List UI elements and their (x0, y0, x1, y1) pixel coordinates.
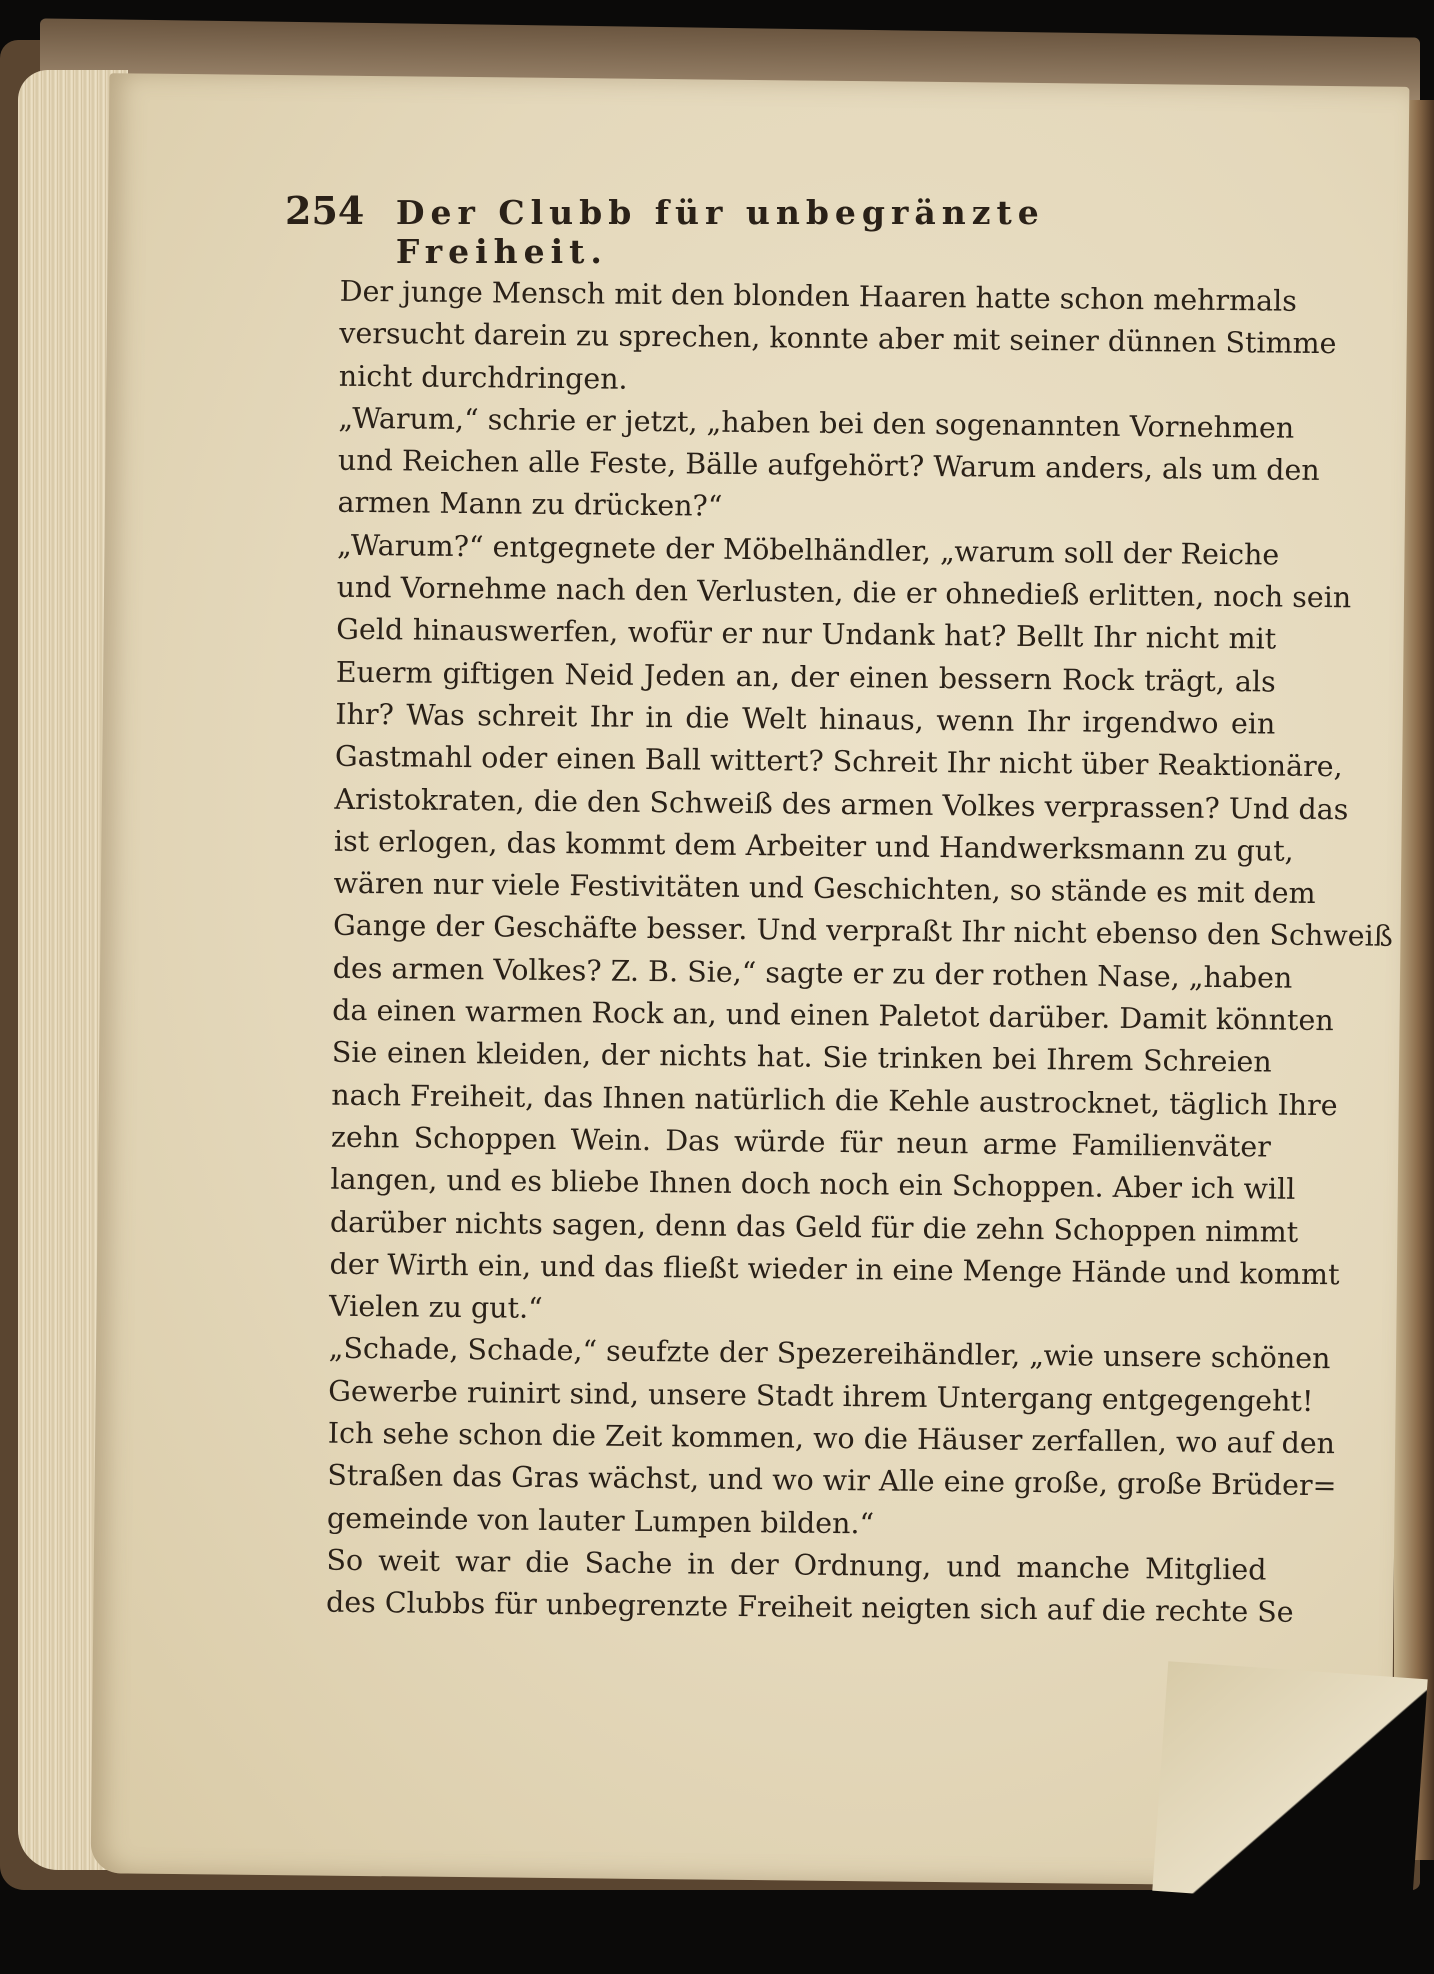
text-line: „Warum,“ schrie er jetzt, „haben bei den sogenannten Vornehmen (338, 401, 1295, 445)
text-line: der Wirth ein, und das fließt wieder in eine Menge Hände und kommt (329, 1247, 1340, 1292)
body-text (256, 270, 1393, 1634)
text-line: nach Freiheit, das Ihnen natürlich die Kehle austrocknet, täglich Ihre (331, 1078, 1338, 1122)
text-line: nicht durchdringen. (338, 359, 628, 396)
text-line: wären nur viele Festivitäten und Geschichten, so stände es mit dem (333, 866, 1316, 911)
text-line: da einen warmen Rock an, und einen Paletot darüber. Damit könnten (332, 993, 1334, 1038)
text-line: langen, und es bliebe Ihnen doch noch ein Schoppen. Aber ich will (330, 1162, 1296, 1207)
torn-page-corner (1152, 1661, 1427, 1909)
text-line: „Warum?“ entgegnete der Möbelhändler, „warum soll der Reiche (336, 528, 1280, 572)
running-title: Der Clubb für unbegränzte Freiheit. (395, 193, 1045, 271)
text-line: und Reichen alle Feste, Bälle aufgehört? Warum anders, als um den (337, 443, 1320, 488)
text-line: Aristokraten, die den Schweiß des armen Volkes verprassen? Und das (334, 782, 1349, 826)
text-line: Ich sehe schon die Zeit kommen, wo die Häuser zerfallen, wo auf den (327, 1416, 1336, 1461)
text-line: des Clubbs für unbegrenzte Freiheit neigten sich auf die rechte Se (325, 1585, 1294, 1629)
text-line: zehn Schoppen Wein. Das würde für neun arme Familienväter (330, 1120, 1272, 1164)
text-line: Der junge Mensch mit den blonden Haaren hatte schon mehrmals (339, 274, 1298, 318)
paragraph-1 (269, 270, 1337, 407)
text-line: darüber nichts sagen, denn das Geld für die zehn Schoppen nimmt (329, 1205, 1299, 1249)
paragraph-2 (267, 397, 1320, 534)
paragraph-4 (257, 1327, 1337, 1549)
text-line: versucht darein zu sprechen, konnte aber mit seiner dünnen Stimme (339, 317, 1337, 361)
text-line: Gange der Geschäfte besser. Und verpraßt Ihr nicht ebenso den Schweiß (332, 909, 1393, 954)
text-line: Gewerbe ruinirt sind, unsere Stadt ihrem Untergang entgegengeht! (328, 1374, 1314, 1418)
text-line: Sie einen kleiden, der nichts hat. Sie trinken bei Ihrem Schreien (331, 1036, 1272, 1079)
text-line: Geld hinauswerfen, wofür er nur Undank hat? Bellt Ihr nicht mit (336, 613, 1277, 656)
text-line: Gastmahl oder einen Ball wittert? Schreit Ihr nicht über Reaktionäre, (334, 739, 1343, 784)
text-line: ist erlogen, das kommt dem Arbeiter und Handwerksmann zu gut, (333, 824, 1294, 868)
text-line: armen Mann zu drücken?“ (337, 486, 723, 524)
text-line: So weit war die Sache in der Ordnung, und manche Mitglied (326, 1543, 1267, 1587)
text-line: Ihr? Was schreit Ihr in die Welt hinaus, wenn Ihr irgendwo ein (335, 697, 1276, 741)
text-line: und Vornehme nach den Verlusten, die er ohnedieß erlitten, noch sein (336, 570, 1352, 615)
text-line: gemeinde von lauter Lumpen bilden.“ (326, 1501, 875, 1541)
page-header (285, 188, 1145, 271)
text-line: Straßen das Gras wächst, und wo wir Alle eine große, große Brüder= (327, 1458, 1337, 1503)
text-line: „Schade, Schade,“ seufzte der Spezereihändler, „wie unsere schönen (328, 1332, 1331, 1376)
paragraph-3 (259, 524, 1393, 1338)
text-line: Vielen zu gut.“ (328, 1289, 543, 1326)
text-line: Euerm giftigen Neid Jeden an, der einen bessern Rock trägt, als (335, 655, 1276, 699)
paragraph-5 (256, 1539, 1294, 1634)
text-line: des armen Volkes? Z. B. Sie,“ sagte er zu der rothen Nase, „haben (332, 951, 1293, 995)
page-number: 254 (285, 188, 365, 233)
